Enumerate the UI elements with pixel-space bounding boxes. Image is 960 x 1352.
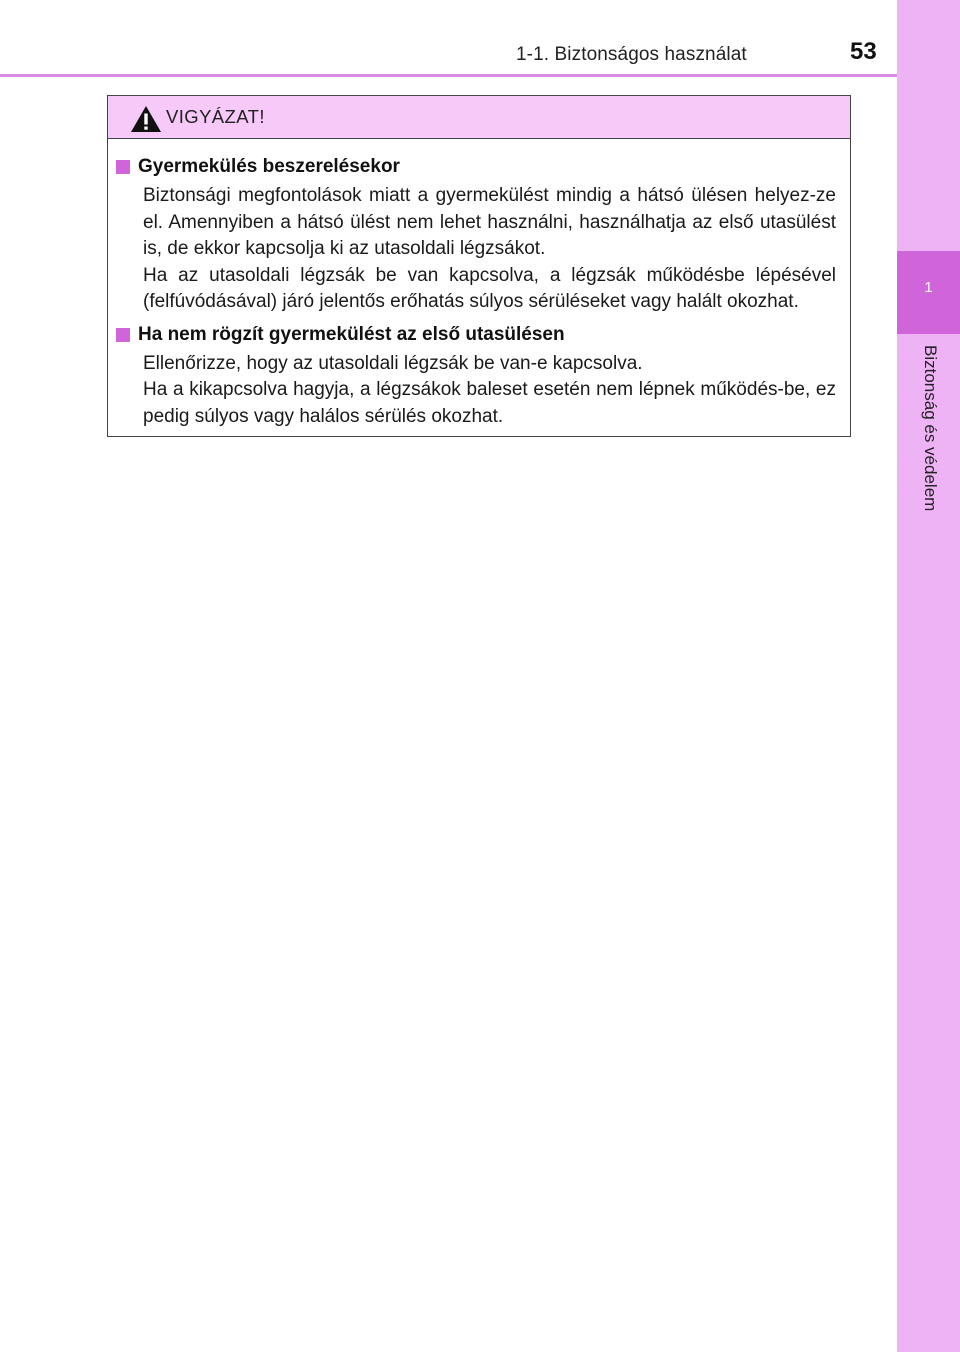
header-rule (0, 74, 897, 77)
paragraph: Biztonsági megfontolások miatt a gyermekülést mindig a hátsó ülésen helyez-ze el. Amennyiben a hátsó ülést nem lehet használni, használhatja az első utasülést is, de ekkor kapcsolja ki az utasoldali légzsákot. (143, 185, 836, 259)
paragraph: Ha az utasoldali légzsák be van kapcsolva, a légzsák működésbe lépésével (felfúvódásával) járó jelentős erőhatás súlyos sérüléseket vagy halált okozhat. (143, 264, 836, 312)
page-number: 53 (850, 38, 877, 65)
paragraph: Ellenőrizze, hogy az utasoldali légzsák be van-e kapcsolva. (143, 352, 643, 374)
running-head: 1-1. Biztonságos használat (516, 44, 747, 65)
square-bullet-icon (116, 160, 130, 174)
caution-box (107, 95, 851, 437)
chapter-tab[interactable] (897, 251, 960, 334)
caution-title: VIGYÁZAT! (166, 106, 265, 127)
side-tab (897, 0, 960, 1352)
section-title (116, 153, 836, 180)
chapter-title: Biztonság és védelem (921, 345, 940, 512)
caution-header (108, 96, 850, 139)
section-title-text: Gyermekülés beszerelésekor (138, 156, 400, 177)
warning-triangle-icon (130, 105, 162, 133)
section-title (116, 321, 836, 348)
caution-body (108, 139, 850, 430)
paragraph: Ha a kikapcsolva hagyja, a légzsákok baleset esetén nem lépnek működés-be, ez pedig súlyos vagy halálos sérülés okozhat. (143, 379, 836, 427)
chapter-number: 1 (924, 279, 933, 296)
section-title-text: Ha nem rögzít gyermekülést az első utasülésen (138, 323, 565, 345)
square-bullet-icon (116, 328, 130, 342)
